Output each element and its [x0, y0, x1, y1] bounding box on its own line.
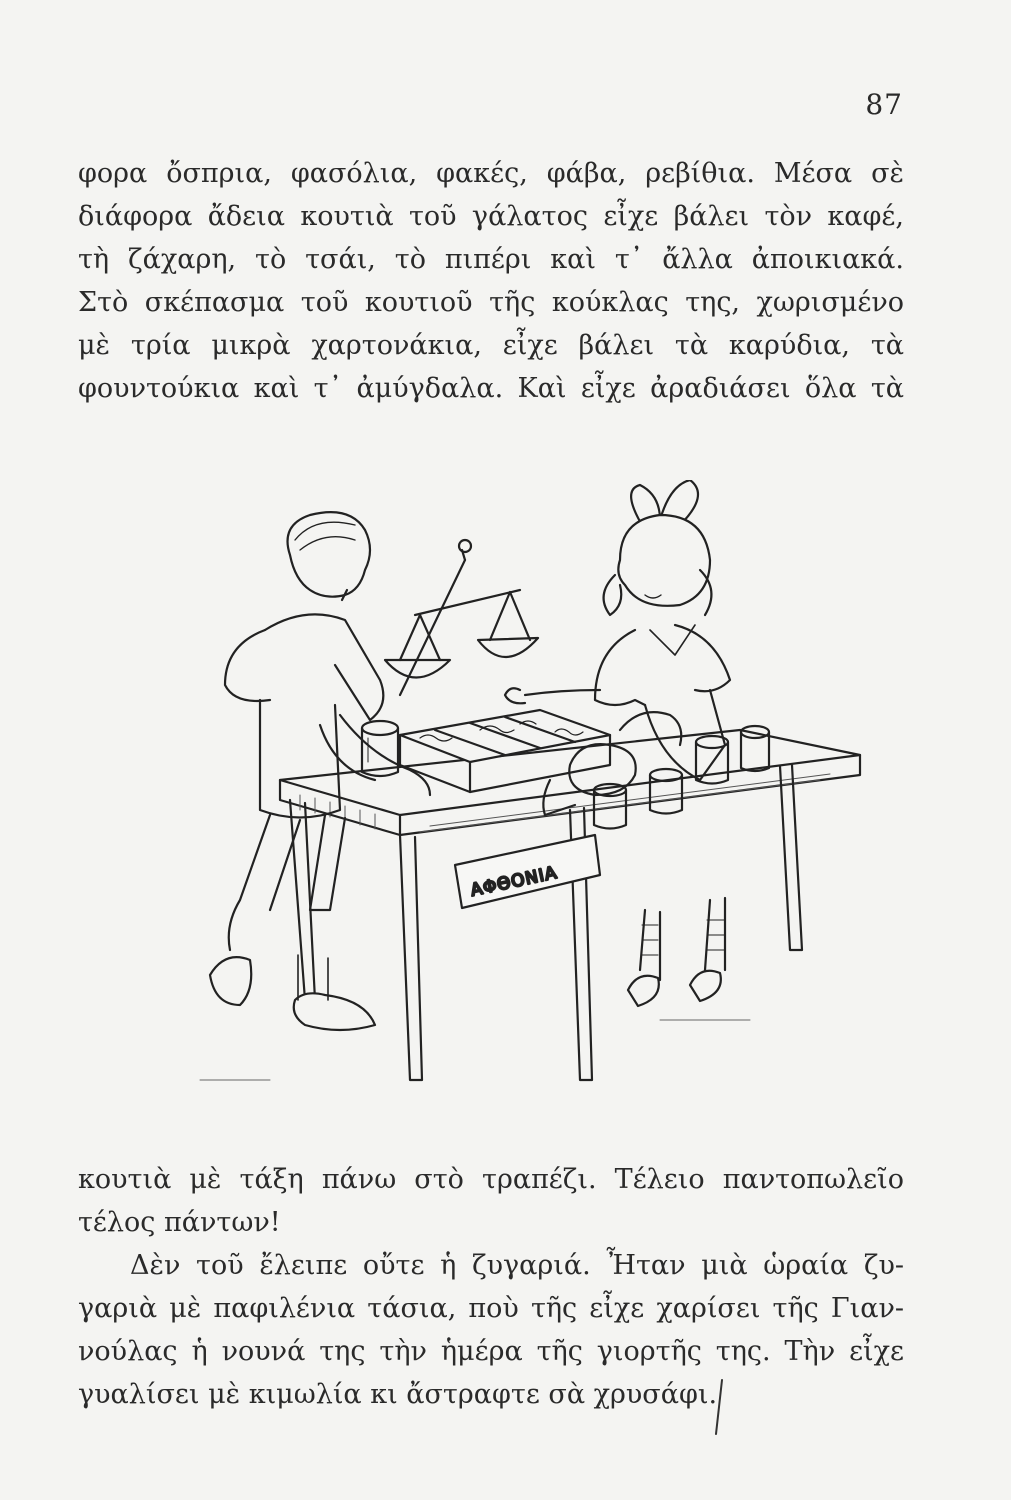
- text-line: διάφορα ἄδεια κουτιὰ τοῦ γάλατος εἶχε βάλει τὸν καφέ,: [78, 201, 904, 232]
- sign-text: ΑΦΘΟΝΙΑ: [468, 863, 560, 901]
- pen-mark: [712, 1378, 726, 1436]
- text-line: φορα ὄσπρια, φασόλια, φακές, φάβα, ρεβίθια. Μέσα σὲ: [78, 158, 904, 189]
- text-line: μὲ τρία μικρὰ χαρτονάκια, εἶχε βάλει τὰ καρύδια, τὰ: [78, 330, 904, 361]
- text-line: τὴ ζάχαρη, τὸ τσάι, τὸ πιπέρι καὶ τ᾿ ἄλλα ἀποικιακά.: [78, 244, 904, 275]
- scale: [385, 540, 538, 695]
- text-line: φουντούκια καὶ τ᾿ ἀμύγδαλα. Καὶ εἶχε ἀραδιάσει ὅλα τὰ: [78, 373, 904, 404]
- text-line: γυαλίσει μὲ κιμωλία κι ἄστραφτε σὰ χρυσάφι.: [78, 1379, 718, 1410]
- text-line: κουτιὰ μὲ τάξη πάνω στὸ τραπέζι. Τέλειο παντοπωλεῖο: [78, 1164, 904, 1195]
- paragraph-bottom: [78, 1158, 904, 1416]
- text-line: γαριὰ μὲ παφιλένια τάσια, ποὺ τῆς εἶχε χαρίσει τῆς Γιαν-: [78, 1293, 904, 1324]
- text-line: Δὲν τοῦ ἔλειπε οὔτε ἡ ζυγαριά. Ἦταν μιὰ ὡραία ζυ-: [130, 1250, 904, 1281]
- paragraph-top: [78, 152, 904, 410]
- text-line: τέλος πάντων!: [78, 1207, 281, 1238]
- ground-shading: [200, 1020, 750, 1080]
- illustration-children-shop: [100, 480, 880, 1100]
- sign: [455, 835, 600, 908]
- page-number: 87: [865, 88, 903, 121]
- text-line: νούλας ἡ νουνά της τὴν ἡμέρα τῆς γιορτῆς της. Τὴν εἶχε: [78, 1336, 904, 1367]
- text-line: Στὸ σκέπασμα τοῦ κουτιοῦ τῆς κούκλας της, χωρισμένο: [78, 287, 904, 318]
